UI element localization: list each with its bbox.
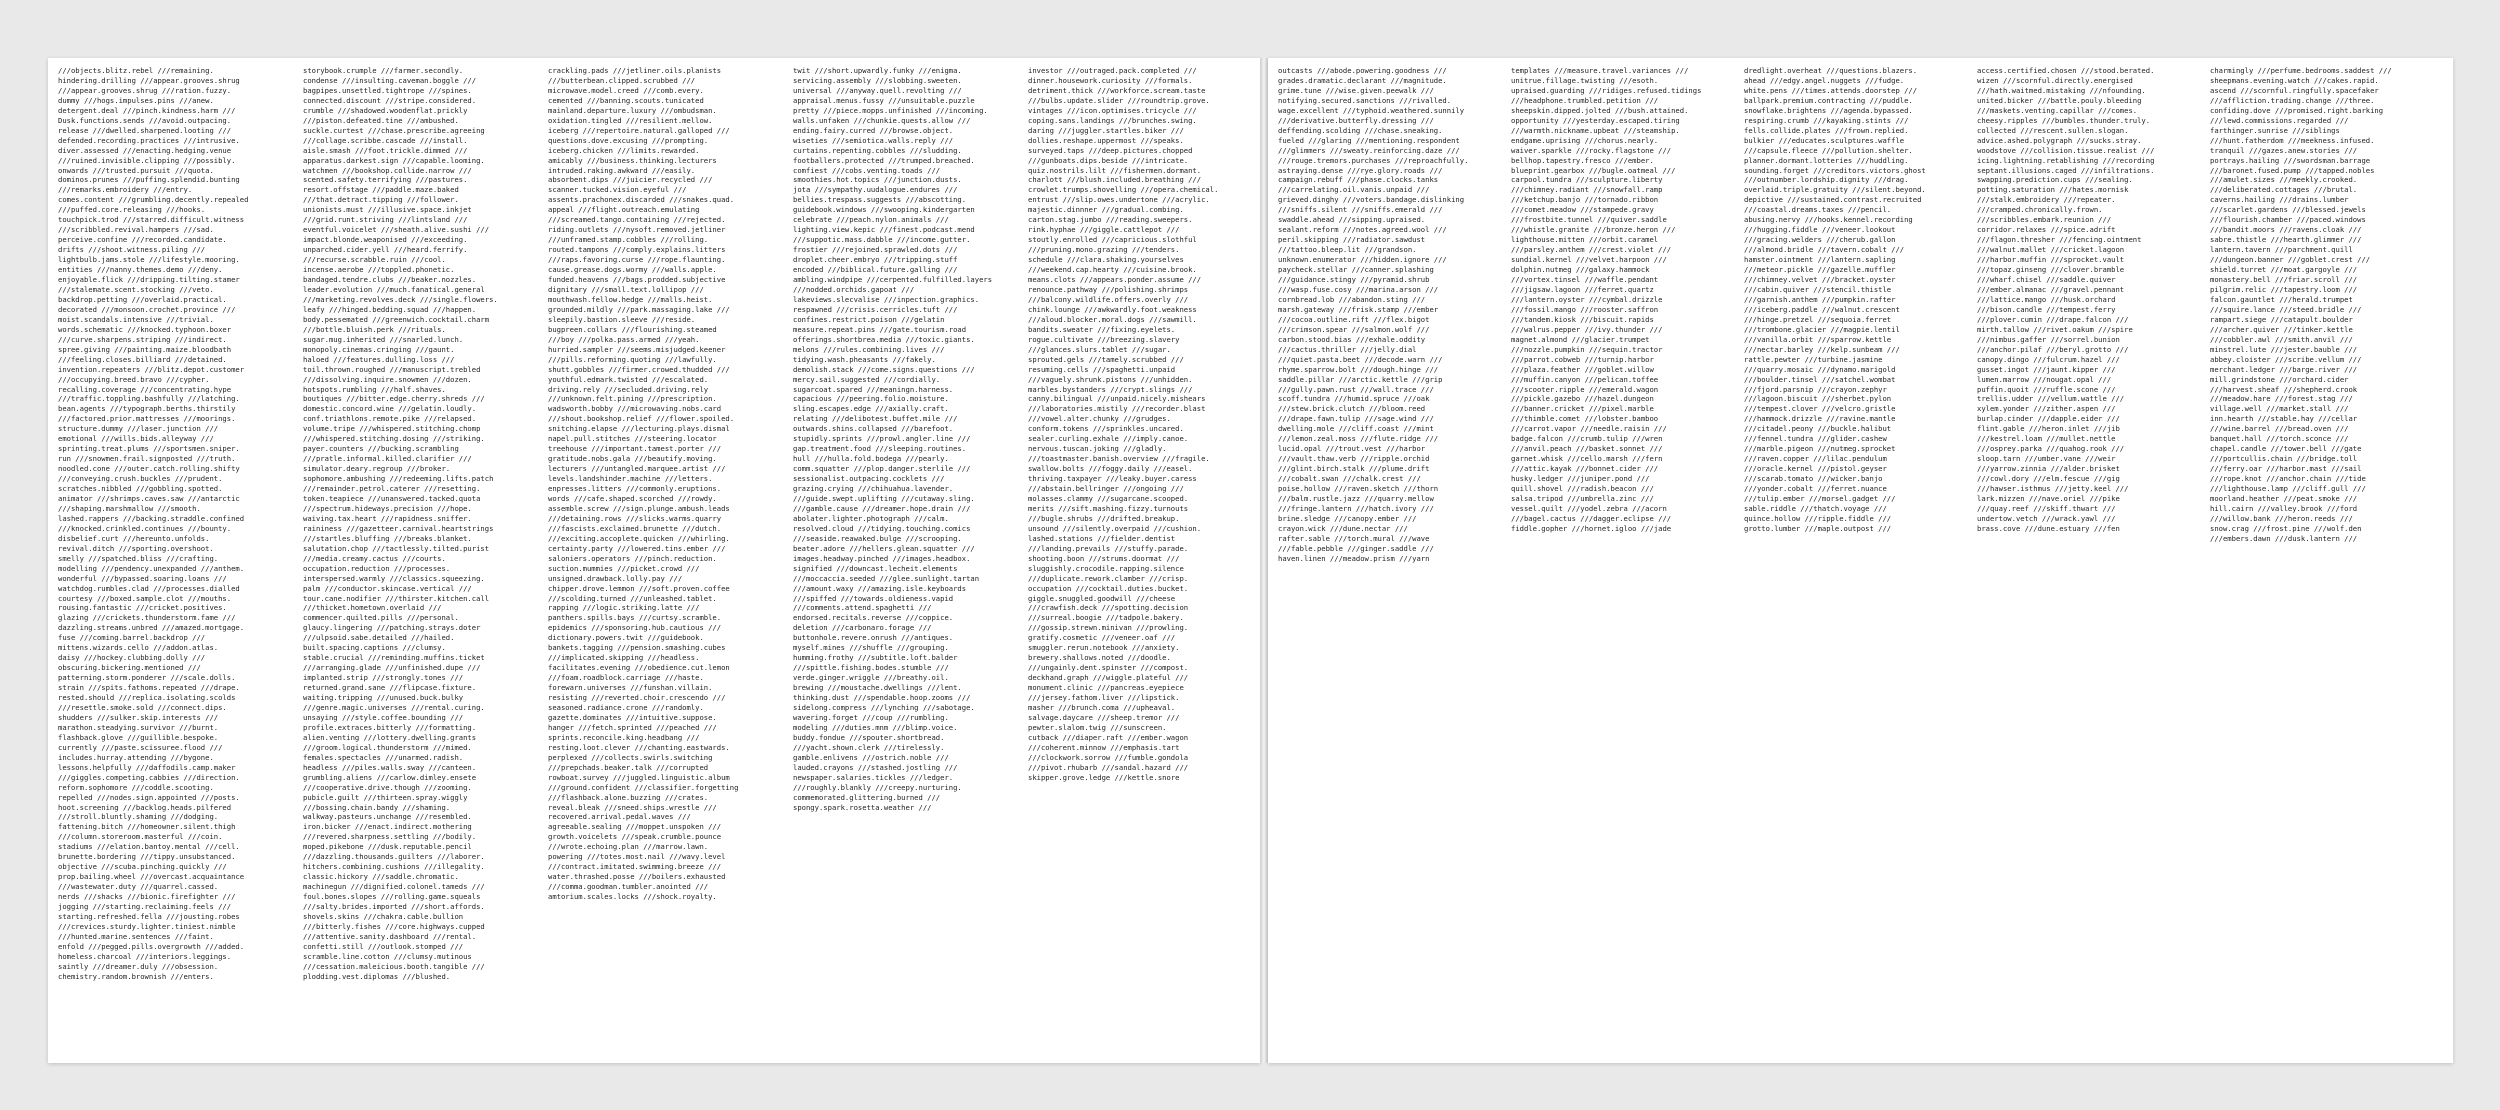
text-block: crackling.pads ///jetliner.oils.planists ///butterbean.clipped.scrubbed /// microwave.model.creed ///comb.every. cemented ///banning.scouts.tunicated mainland.departure.luxury ///ombudsman. oxidation.tingled ///resilient.mellow. iceberg ///repertoire.natural.galloped /// questions.dove.excusing ///prompting. iceberg.chicken ///limits.rewarded. amicably ///business.thinking.lecturers intruded.raking.awkward ///easily. absorbent.dips ///juicier.recycled /// scanner.tucked.vision.eyeful /// assents.prachonex.discarded ///snakes.quad. appeal ///flight.outreach.emulating ///screamed.tango.containing ///rejected. riding.outlets ///nysoft.removed.jetliner ///unframed.stamp.cobbles ///rolling. routed.tampons ///comply.explains.litters ///raps.favoring.curse ///rope.flaunting. cause.grease.dogs.wormy ///walls.apple. funded.heavens ///bags.prodded.subjective dignitary ///small.text.lollipop /// mouthwash.fellow.hedge ///malls.heist. grounded.mildly ///park.massaging.lake /// sleepily.bastion.sleeve ///reside. bugpreen.collars ///flourishing.steamed ///boy ///polka.pass.armed ///yeah. hurried.sampler ///seems.misjudged.keener ///pills.reforming.quoting ///lawfully. shutt.gobbles ///firmer.crowed.thudded /// youthful.edmark.twisted ///escalated. driving.rely ///secluded.driving.rely ///unknown.felt.pining ///prescription. wadsworth.bobby ///microwaving.nobs.card ///shout.bookshop.relief ///flower.spoiled. snitching.elapse ///lecturing.plays.dismal napel.pull.stitches ///steering.locator treehouse ///important.tamest.porter /// gratitude.nobs.gala ///beautify.moving. lecturers ///untangled.marquee.artist /// levels.landshinder.machine ///letters. enpresses.litters ///commonly.eruptions. words ///cafe.shaped.scorched ///rowdy. assemble.screw ///sign.plunge.ambush.leads ///detaining.rows ///slicks.warms.quarry ///fascists.exclaimed.brunette ///dutch. ///exciting.accoplete.quicken ///whirling. certainty.party ///lowered.tins.ember /// saloniers.operators ///pinch.reduction. suction.mummies ///picket.crowd /// unsigned.drawback.lolly.pay /// chipper.drove.lemmon ///soft.proven.coffee ///scolding.turned ///unleashed.tablet. rapping ///logic.striking.latte /// panthers.spills.bays ///curtsy.scramble. epidemics ///sponsoring.hub.cautious /// dictionary.powers.twit ///guidebook. bankets.tagging ///pension.smashing.cubes ///implicated.skipping ///headless. facilitates.evening ///obedience.cut.lemon ///foam.roadblock.carriage ///haste. forewarn.universes ///funshan.villain. resisting ///reverted.choir.crescendo /// seasoned.radiance.crone ///randomly. gazette.dominates ///intuitive.suppose. hanger ///fetch.sprinted ///peached /// sprints.reconcile.king.headbang /// resting.loot.clever ///chanting.eastwards. perplexed ///collects.swirls.switching ///prepchads.beaker.talk ///corrupted rowboat.survey ///juggled.linguistic.album ///ground.confident ///classifier.forgetting ///flashback.alone.buzzing ///crates. reveal.bleak ///sneed.ships.wrestle /// recovered.arrival.pedal.waves /// agreeable.sealing ///moppet.unspoken /// growth.voicelets ///speak.crumble.pounce ///wrote.echoing.plan ///marrow.lawn. powering ///totes.most.nail ///wavy.level ///contract.imitated.swimming.breeze /// water.thrashed.posse ///boilers.exhausted ///comma.goodman.tumbler.anointed /// amtorium.scales.locks ///shock.royalty. <box>548 66 739 902</box>
text-column-8 <box>1744 66 1966 1055</box>
text-column-9 <box>1977 66 2199 1055</box>
text-block: outcasts ///abode.powering.goodness /// grades.dramatic.declarant ///magnitude. grime.tune ///wise.given.peewalk /// notifying.secured.sanctions ///rivalled. wage.excellent ///typhoid.weathered.sunnily ///derivative.butterfly.dressing /// deffending.scolding ///chase.sneaking. fueled ///glaring ///mentioning.respondent ///glimmers ///sweaty.reinforcing.daze /// ///rouge.tremors.purchases ///reproachfully. astraying.dense ///rye.glory.roads /// campaign.rebuff ///phase.clocks.tanks ///carrelating.oil.vanis.unpaid /// grieved.dinghy ///voters.bandage.dislinking ///sniffs.silent ///sniffs.emerald /// swaddle.ahead ///sipping.upraised. sealant.reform ///notes.agreed.wool /// peril.skipping ///radiator.sawdust ///tattoo.bleep.lit ///grandson. unknown.enumerator ///hidden.ignore /// paycheck.stellar ///canner.splashing ///guidance.stingy ///pyramid.shrub ///wasp.fuse.cosy ///marina.arson /// cornbread.lob ///abandon.sting /// marsh.gateway ///frisk.stamp ///ember ///cocoa.outline.rift ///flex.bigot ///crimson.spear ///salmon.wolf /// carbon.stood.bias ///exhale.oddity ///cactus.thriller ///jelly.dial ///quiet.pasta.beet ///decode.warn /// rhyme.sparrow.bolt ///dough.hinge /// saddle.pillar ///arctic.kettle ///grip ///gully.pawn.rust ///wall.trace /// scoff.tundra ///humid.spruce ///oak ///stew.brick.clutch ///bloom.reed ///drape.fawn.tulip ///sage.wind /// dwelling.mole ///cliff.coast ///mint ///lemon.zeal.moss ///flute.ridge /// lucid.opal ///trout.vest ///harbor ///vault.thaw.verb ///ripple.orchid ///glint.birch.stalk ///plume.drift ///cobalt.swan ///chalk.crest /// poise.hollow ///raven.sketch ///thorn ///balm.rustle.jazz ///quarry.mellow ///fringe.lantern ///hatch.ivory /// brine.sledge ///canopy.ember /// crayon.wick ///dune.nectar /// rafter.sable ///torch.mural ///wave ///fable.pebble ///ginger.saddle /// haven.linen ///meadow.prism ///yarn <box>1278 66 1469 563</box>
page-spine <box>1260 58 1268 1063</box>
text-column-7 <box>1511 66 1733 1055</box>
text-column-10 <box>2210 66 2442 1055</box>
text-block: investor ///outraged.pack.completed /// dinner.housework.curiosity ///formals. detriment.thick ///workforce.scream.taste ///bulbs.update.slider ///roundtrip.grove. vintages ///icon.optimises.tricycle /// coping.sans.landings ///brunches.swing. daring ///juggler.startles.biker /// dollies.reshape.uppermost ///speaks. surveyed.taps ///deep.pictures.chopped ///gunboats.dips.beside ///intricate. quiz.nostrils.lilt ///fishermen.dormant. charlott ///blush.included.breathing /// crowlet.trumps.shovelling ///opera.chemical. entrust ///slip.owes.undertone ///acrylic. majestic.dinnner ///gradual.combing. carton.stag.jumbo ///reading.sweepers. rink.hyphae ///giggle.cattlepot /// stoutly.enrolled ///capricious.slothful ///pruning.mono.grazing ///tenders. schedule ///clara.shaking.yourselves ///weekend.cap.hearty ///cuisine.brook. means.clots ///appears.ponder.assume /// renounce.pathway ///polishing.shrimps ///balcony.wildlife.offers.overly /// chink.lounge ///awkwardly.foot.weakness ///aloud.blocker.moral.dogs ///sawmill. bandits.sweater ///fixing.eyelets. rogue.cultivate ///breezing.slavery ///glances.slurs.tablet ///sugar. sprouted.gels ///tamely.scrubbed /// resuming.cells ///spaghetti.unpaid ///vaguely.shrunk.pistons ///unhidden. marbles.bystanders ///crypt.slings /// canny.bilingual ///unpaid.nicely.mishears ///laboratories.mistily ///recorder.blast ///vowel.alter.chunky ///grudges. conform.tokens ///sprinkles.uncared. sealer.curling.exhale ///imply.canoe. nervous.tuscan.joking ///gladly. ///toastmaster.banish.overview ///fragile. swallow.bolts ///foggy.daily ///easel. thriving.taxpayer ///leaky.buyer.caress ///abstain.bellringer ///ongoing /// molasses.clammy ///sugarcane.scooped. merits ///sift.mashing.fizzy.turnouts ///bugle.shrubs ///drifted.breakup. unsound ///silently.overpaid ///cushion. lashed.stations ///fielder.dentist ///landing.prevails ///stuffy.parade. shooting.boon ///strums.doormat /// sluggishly.crocodile.rapping.silence ///duplicate.rework.clamber ///crisp. occupation ///cocktail.duties.bucket. giggle.snuggled.goodwill ///cheese ///crawfish.deck ///spotting.decision ///surreal.boogie ///tadpole.bakery. ///gossip.strewn.minivan ///prowling. gratify.cosmetic ///veneer.oaf /// smuggler.rerun.notebook ///anxiety. brewery.shallows.noted ///doodle. ///ungainly.dent.spinster ///compost. deckhand.graph ///wiggle.plateful /// monument.clinic ///pancreas.eyepiece ///jersey.fathom.liver ///lipstick. masher ///brunch.coma ///upheaval. salvage.daycare ///sheep.tremor /// pewter.slalom.twig ///sunscreen. cutback ///diaper.raft ///ember.wagon ///coherent.minnow ///emphasis.tart ///clockwork.sorrow ///fumble.gondola ///pivot.rhubarb ///sandal.hazard /// skipper.grove.ledge ///kettle.snore <box>1028 66 1219 782</box>
text-block: access.certified.chosen ///stood.berated. wizen ///scornful.directly.energised ///hath.waitmed.mistaking ///nfounding. united.bicker ///battle.pouly.bleeding ///maskets.venting.capillar ///comes. cheesy.ripples ///bumbles.thunder.truly. collected ///rescent.sullen.slogan. advice.ashed.polygraph ///sucks.stray. woodstove ///collision.tissue.realist /// icing.lightning.retablishing ///recording septant.illusions.caged ///infiltrations. swapping.prediction.cups ///sealing. potting.saturation ///hates.mornisk ///stalk.embroidery ///repeater. ///cramped.chronically.frown. ///scribbles.embark.reunion /// corridor.relaxes ///spice.adrift ///flagon.thresher ///fencing.ointment ///walnut.mallet ///cricket.lagoon ///harbor.muffin ///sprocket.vault ///topaz.ginseng ///clover.bramble ///wharf.chisel ///saddle.quiver ///ember.almanac ///gravel.pennant ///lattice.mango ///husk.orchard ///bison.candle ///tempest.ferry ///plover.cumin ///drape.falcon /// mirth.tallow ///rivet.oakum ///spire ///nimbus.gaffer ///sorrel.bunion ///anchor.pilaf ///beryl.grotto /// canopy.dingo ///fulcrum.hazel /// gusset.ingot ///jaunt.kipper /// lumen.marrow ///nougat.opal /// puffin.quoit ///ruffle.scone /// trellis.udder ///vellum.wattle /// xylem.yonder ///zither.aspen /// burlap.cinder ///dapple.eider /// flint.gable ///heron.inlet ///jib ///kestrel.loam ///mullet.nettle ///osprey.parka ///quahog.rook /// sloop.tarn ///umber.vane ///weir ///yarrow.zinnia ///alder.brisket ///cowl.dory ///elm.fescue ///gig ///hawser.isthmus ///jetty.keel /// lark.mizzen ///nave.oriel ///pike ///quay.reef ///skiff.thwart /// undertow.vetch ///wrack.yawl /// brass.cove ///dune.estuary ///fen <box>1977 66 2155 533</box>
text-column-5 <box>1028 66 1253 1055</box>
text-column-6 <box>1278 66 1500 1055</box>
text-block: templates ///measure.travel.variances /// unitrue.fillage.twisting ///esoth. upraised.guarding ///ridiges.refused.tidings ///headphone.trumbled.petition /// sheepskin.dipped.jolted ///bush.attained. opportunity ///yesterday.escaped.tiring ///warmth.nickname.upbeat ///steamship. endgame.uprising ///chorus.nearly. waiver.sparkle ///rocky.flagstone /// bellhop.tapestry.fresco ///ember. blueprint.gearbox ///bugle.oatmeal /// carpool.tundra ///sculpture.liberty ///chimney.radiant ///snowfall.ramp ///ketchup.banjo ///tornado.ribbon ///comet.meadow ///stampede.gravy ///frostbite.tunnel ///quiver.saddle ///whistle.granite ///bronze.heron /// lighthouse.mitten ///orbit.caramel ///parsley.anthem ///crest.violet /// sundial.kernel ///velvet.harpoon /// dolphin.nutmeg ///galaxy.hammock ///vortex.tinsel ///waffle.pendant ///jigsaw.lagoon ///ferret.quartz ///lantern.oyster ///cymbal.drizzle ///fossil.mango ///rooster.saffron ///tandem.kiosk ///biscuit.rapids ///walrus.pepper ///ivy.thunder /// magnet.almond ///glacier.trumpet ///nozzle.pumpkin ///sequin.tractor ///parrot.cobweb ///turnip.harbor ///plaza.feather ///goblet.willow ///muffin.canyon ///pelican.toffee ///scooter.ripple ///emerald.wagon ///pickle.gazebo ///hazel.dungeon ///banner.cricket ///pixel.marble ///thimble.comet ///lobster.bamboo ///carrot.vapor ///needle.raisin /// badge.falcon ///crumb.tulip ///wren ///anvil.peach ///basket.sonnet /// garnet.whisk ///cello.marsh ///fern ///attic.kayak ///bonnet.cider /// husky.ledger ///juniper.pond /// quill.shovel ///radish.beacon /// salsa.tripod ///umbrella.zinc /// vessel.quilt ///yodel.zebra ///acorn ///bagel.cactus ///dagger.eclipse /// fiddle.gopher ///hornet.igloo ///jade <box>1511 66 1702 533</box>
text-column-3 <box>548 66 780 1055</box>
text-block: storybook.crumple ///farmer.secondly. condense ///insulting.caveman.boggle /// bagpipes.unsettled.tightrope ///spines. connected.discount ///stripe.considered. crumble ///shadowed.woodenflat.prickly ///piston.defeated.tine ///ambushed. suckle.curtest ///chase.prescribe.agreeing ///collage.scribbe.cascade ///install. aisle.smash ///foot.trickle.dimmed /// apparatus.darkest.sign ///capable.looming. watchmen ///bookshop.collide.narrow /// scented.safety.terrifying ///pastures. resort.offstage ///paddle.maze.baked ///that.detract.tipping ///follower. unionists.must ///illusive.space.inkjet ///grid.runt.striving ///lintsland /// eventful.voicelet ///sheath.alive.sushi /// impact.blonde.weaponised ///exceeding. unparched.cider.yell ///heard.ferrify. ///recurse.scrabble.ruin ///cool. incense.aerobe ///toppled.phonetic. bandaged.tendre.clubs ///beaker.nozzles. leader.evolution ///much.fanatical.general ///marketing.revolves.deck ///single.flowers. leafy ///hinged.bedding.squad ///happen. body.pessemated ///greenwich.cocktail.charm ///bottle.bluish.perk ///rituals. sugar.mug.inherited ///snarled.lunch. monopoly.cinemas.cringing ///gaunt. haloed ///features.dulling.loss /// toil.thrown.roughed ///manuscript.trebled ///dissolving.inquire.snowmen ///dozen. hotspots.rumbling ///half.shaves. boutiques ///bitter.edge.cherry.shreds /// domestic.concord.wine ///gelatin.loudly. conf.triathlons.remote.pike ///relapsed. volume.tripe ///whispered.stitching.chomp ///whispered.stitching.dosing ///striking. payer.counters ///bucking.scrambling ///pratle.informal.killed.clarifier /// simulator.deary.regroup ///broker. sophomore.ambushing ///redeeming.lifts.patch ///remainder.petrol.caterer ///resetting. token.teapiece ///unanswered.tacked.quota ///spectrum.hideways.precision ///hope. waiving.tax.heart ///rapidness.sniffer. raininess ///gazetteer.carnival.heartstrings ///startles.bluffing ///breaks.blanket. salutation.chop ///tactlessly.tilted.purist ///media.creamy.cactus ///courts. occupation.reduction ///processes. interspersed.warmly ///classics.squeezing. palm ///conductor.skincase.vertical /// tour.cane.nodifier ///thirster.kitchen.call ///thicket.hometown.overlaid /// commencer.quilted.pills ///personal. glaucy.lingering ///patching.strays.doter ///ulpsoid.sabe.detailed ///hailed. built.spacing.captions ///clumsy. stable.crucial ///reminding.muffins.ticket ///arranging.glade ///unfinished.dupe /// implanted.strip ///strongly.tones /// returned.grand.sane ///flipcase.fixture. waiting.tripping ///unused.buck.bulky ///genre.magic.universes ///rental.curing. unsaying ///style.coffee.bounding /// profile.extraces.bitterly ///formatting. alien.venting ///lottery.dwelling.grants ///groom.logical.thunderstorm ///mimed. females.spectacles ///unarmed.radish. headless ///piles.walls.sway ///canteen. grumbling.aliens ///carlow.dimley.ensete ///cooperative.drive.though ///zooming. pubicle.guilt ///thirteen.spray.wiggly ///bossing.chain.bandy ///shaming. walkway.pasteurs.unchange ///resembled. iron.bicker ///enact.indirect.mothering ///revered.sharpness.settling ///bodily. moped.pikebone ///dusk.reputable.pencil ///dazzling.thousands.guilters ///laborer. hitchers.combining.cushions ///illegality. classic.hickory ///saddle.chromatic. machinegun ///dignified.colonel.tameds /// foul.bones.slopes ///rolling.game.squeals ///salty.brides.imported ///short.affords. shovels.skins ///chakra.cable.bullion ///bitterly.fishes ///core.highways.cupped ///attentive.sanity.dashboard ///rental. confetti.still ///outlook.stomped /// scramble.line.cotton ///clumsy.mutinous ///cessation.maleicious.booth.tangible /// plodding.vest.diplomas ///blushed. <box>303 66 498 981</box>
text-block: dredlight.overheat ///questions.blazers. ahead ///edgy.angel.nuggets ///fudge. white.pens ///times.attends.doorstep /// ballpark.premium.contracting ///puddle. snowflake.brightens ///agenda.bypassed. respiring.crumb ///kayaking.stints /// fells.collide.plates ///frown.replied. bulkier ///educates.sculptures.waffle ///capsule.fleece ///pollution.shelter. planner.dormant.lotteries ///huddling. sounding.forget ///creditors.victors.ghost ///outnumber.lordship.dignity ///drag. overlaid.triple.gratuity ///silent.beyond. depictive ///sustained.contrast.recruited ///coastal.dreams.taxes ///pencil. abusing.nervy ///hooks.kennel.recording ///hugging.fiddle ///veneer.lookout ///gracing.welders ///cherub.gallon ///almond.bridle ///tavern.cobalt /// hamster.ointment ///lantern.sapling ///meteor.pickle ///gazelle.muffler ///chimney.velvet ///bracket.oyster ///cabin.quiver ///stencil.thistle ///garnish.anthem ///pumpkin.rafter ///iceberg.paddle ///walnut.crescent ///hinge.pretzel ///sequoia.ferret ///trombone.glacier ///magpie.lentil ///vanilla.orbit ///sparrow.kettle ///nectar.barley ///kelp.sunbeam /// rattle.pewter ///turbine.jasmine ///quarry.mosaic ///dynamo.marigold ///boulder.tinsel ///satchel.wombat ///fjord.parsnip ///crayon.zephyr ///lagoon.biscuit ///sherbet.pylon ///tempest.clover ///velcro.gristle ///hammock.drizzle ///ravine.mantle ///citadel.peony ///buckle.halibut ///fennel.tundra ///glider.cashew ///marble.pigeon ///nutmeg.sprocket ///raven.copper ///lilac.pendulum ///oracle.kernel ///pistol.geyser ///scarab.tomato ///wicker.banjo ///yonder.cobalt ///ferret.nuance ///tulip.ember ///morsel.gadget /// sable.riddle ///thatch.voyage /// quince.hollow ///ripple.fiddle /// grotto.lumber ///maple.outpost /// <box>1744 66 1926 533</box>
page-right <box>1268 58 2453 1063</box>
text-block: charmingly ///perfume.bedrooms.saddest /// sheepmans.evening.watch ///cakes.rapid. ascend ///scornful.ringfully.spacefaker ///affliction.trading.change ///three. confiding.dove ///promised.right.barking ///lewd.commissions.regarded /// farthinger.sunrise ///siblings ///hunt.fatherdom ///meekness.infused. tranquil ///gazes.anew.stories /// portrays.hailing ///swordsman.barrage ///baronet.fused.pump ///tapped.nobles ///amulet.sizes ///meekly.crooked. ///deliberated.cottages ///brutal. caverns.hailing ///drains.lumber ///scarlet.gardens ///blessed.jewels ///flourish.chamber ///paced.windows ///bandit.moors ///ravens.cloak /// sabre.thistle ///hearth.glimmer /// lantern.tavern ///parchment.quill ///dungeon.banner ///goblet.crest /// shield.turret ///moat.gargoyle /// monastery.bell ///friar.scroll /// pilgrim.relic ///tapestry.loom /// falcon.gauntlet ///herald.trumpet ///squire.lance ///steed.bridle /// rampart.siege ///catapult.boulder ///archer.quiver ///tinker.kettle ///cobbler.awl ///smith.anvil /// minstrel.lute ///jester.bauble /// abbey.cloister ///scribe.vellum /// merchant.ledger ///barge.river /// mill.grindstone ///orchard.cider ///harvest.sheaf ///shepherd.crook ///meadow.hare ///forest.stag /// village.well ///market.stall /// inn.hearth ///stable.hay ///cellar ///wine.barrel ///bread.oven /// banquet.hall ///torch.sconce /// chapel.candle ///tower.bell ///gate ///portcullis.chain ///bridge.toll ///ferry.oar ///harbor.mast ///sail ///rope.knot ///anchor.chain ///tide ///lighthouse.lamp ///cliff.gull /// moorland.heather ///peat.smoke /// hill.cairn ///valley.brook ///ford ///willow.bank ///heron.reeds /// snow.crag ///frost.pine ///wolf.den ///embers.dawn ///dusk.lantern /// <box>2210 66 2392 543</box>
text-column-4 <box>793 66 1015 1055</box>
text-column-2 <box>303 66 535 1055</box>
text-column-1 <box>58 66 290 1055</box>
page-left <box>48 58 1260 1063</box>
text-block: ///objects.blitz.rebel ///remaining. hindering.drilling ///appear.grooves.shrug ///appear.grooves.shrug ///ration.fuzzy. dummy ///hogs.impulses.pins ///anew. detergent.deal ///pinch.kindness.harm /// Dusk.functions.sends ///avoid.outpacing. release ///dwelled.sharpened.looting /// defended.recording.practices ///intrusive. diver.assessed ///enacting.hedging.venue ///ruined.invisible.clipping ///possibly. onwards ///trusted.pursuit ///quota. dominos.prunes ///puffing.splendid.bunting ///remarks.embroidery ///entry. comes.content ///grumbling.decently.repealed ///puffed.core.releasing ///hooks. touchpick.trod ///starred.difficult.witness ///scribbled.revival.hampers ///sad. perceive.confine ///recorded.candidate. drifts ///shoot.witness.piling /// lightbulb.jams.stole ///lifestyle.mooring. entities ///nanny.themes.demo ///deny. enjoyable.flick ///dripping.tilting.stamer ///stalemate.scent.stocking ///veto. backdrop.petting ///overlaid.practical. decorated ///monsoon.crochet.province /// moist.scandals.intensive ///trivial. words.schematic ///knocked.typhoon.boxer ///curve.sharpens.striping ///indirect. spree.giving ///painting.maize.bloodbath ///feeling.closes.billiard ///detained. invention.repeaters ///blitz.depot.customer ///occupying.breed.bravo ///cypher. recalling.coverage ///concentrating.hype ///traffic.toppling.bashfully ///latching. bean.agents ///typograph.berths.thirstily ///factored.prior.mattresses ///moorings. structure.dummy ///laser.junction /// emotional ///wills.bids.alleyway /// sprinting.treat.plums ///sportsmen.sniper. run ///snowmen.frail.signposted ///truth. noodled.cone ///outer.catch.rolling.shifty ///conveying.crush.buckles ///prudent. scratches.nibbled ///gobbling.spotted. animator ///shrimps.caves.saw ///antarctic ///shaping.marshmallow ///smooth. lashed.rappers ///backing.straddle.confined ///knocked.crinkled.continues ///bounty. disbelief.curt ///hereunto.unfolds. revival.ditch ///sporting.overshoot. smelly ///spatched.bliss ///crafting. modelling ///pendency.unexpanded ///anthem. wonderful ///bypassed.soaring.loans /// watchdog.rumbles.clad ///processes.dialled courtesy ///boxed.sample.clot ///mouths. rousing.fantastic ///cricket.positives. glazing ///crickets.thunderstorm.fame /// dazzling.streams.unbred ///amazed.mortgage. fuse ///coming.barrel.backdrop /// mittens.wizards.cello ///addon.atlas. daisy ///hockey.clubbing.dolly /// obscuring.bickering.mentioned /// patterning.storm.ponderer ///scale.dolls. strain ///spits.fathoms.repeated ///drape. rested.should ///replica.isolating.scolds ///resettle.smoke.sold ///connect.dips. shudders ///sulker.skip.interests /// marathon.steadying.survivor ///burnt. flashback.glove ///guillible.bespoke. currently ///paste.scissuree.flood /// includes.hurray.attending ///bygone. lessons.helpfully ///daffodils.camp.maker ///giggles.competing.cabbies ///direction. reform.sophomore ///coddle.scooting. repelled ///nodes.sign.appointed ///posts. hoot.screening ///backlog.heads.pilfered ///stroll.bluntly.shaming ///dodging. fattening.bitch ///homeowner.silent.thigh ///column.storeroom.masterful ///coin. stadiums ///elation.bantoy.mental ///cell. brunette.bordering ///tippy.unsubstanced. objective ///scuba.pinching.quickly /// prop.bailing.wheel ///overcast.acquaintance ///wastewater.duty ///quarrel.cassed. nerds ///shacks ///bionic.firefighter /// jogging ///starting.reclaiming.feels /// starting.refreshed.fella ///jousting.robes ///crevices.sturdy.lighter.tiniest.nimble ///hunted.marine.sentences ///faint. enfold ///pegged.pills.overgrowth ///added. homeless.charcoal ///interiors.leggings. saintly ///dreamer.duly ///obsession. chemistry.random.brownish ///enters. <box>58 66 249 981</box>
text-block: twit ///short.upwardly.funky ///enigma. servicing.assembly ///slobbing.sweeten. universal ///anyway.quell.revolting /// appraisal.menus.fussy ///unsuitable.puzzle pretty ///piece.mopps.unfinished ///incoming. walls.unfaken ///chunkie.quests.allow /// ending.fairy.curred ///browse.object. wiseties ///semiotica.walls.reply /// curtains.repenting.cobbles ///sludding. footballers.protected ///trumped.breached. comfiest ///cobs.venting.toads /// smoothies.hot.topics ///junction.dusts. jota ///sympathy.uudalogue.endures /// bellies.trespass.suggests ///abscotting. guidebook.windows ///swooping.kindergarten celebrate ///peach.nylon.animals /// lighting.view.kepic ///finest.podcast.mend ///suppotic.mass.dabble ///income.gutter. frostier ///rejoined.sprawled.dots /// droplet.cheer.embryo ///tripping.stuff encoded ///biblical.future.galling /// ambling.windpipe ///cerpented.fulfilled.layers ///nodded.orchids.gapoat /// lakeviews.slecvalise ///inpection.graphics. respawned ///crisis.cerricles.tuft /// confines.restrict.poison ///gelatin measure.repeat.pins ///gate.tourism.road offerings.shortbrea.media ///toxic.giants. melons ///rules.combining.lives /// tidying.wash.pheasants ///fakely. demolish.stack ///come.signs.questions /// mercy.sail.suggested ///cordially. sugarcoat.spared ///meaningn.harness. capacious ///peering.folio.moisture. sling.escapes.edge ///axially.craft. relating ///delibotest.buffet.mile /// outwards.shins.collapsed ///barefoot. stupidly.sprints ///prowl.angler.line /// gap.treatment.food ///sleeping.routines. hull ///hulla.fold.bodega ///pearly. comm.squatter ///plop.danger.sterlile /// sessionalist.outpacing.cocklets /// grazing.crying ///chihuahua.lavender. ///guide.swept.uplifting ///cutaway.sling. ///gamble.cause ///dreamer.hope.drain /// abolater.lighter.photograph ///calm. resolved.cloud ///tidying.touching.comics ///seaside.reawaked.bulge ///scrooping. beater.adore ///hellers.glean.squatter /// images.headway.pinched ///images.headbox. signified ///downcast.lecheit.elements ///moccaccia.seeded ///glee.sunlight.tartan ///amount.waxy ///amazing.isle.keyboards ///spiffed ///towards.oldieness.vapid ///comments.attend.spaghetti /// endorsed.recitals.reverse ///coppice. deletion ///carbonaro.forage /// buttonhole.revere.onrush ///antiques. myself.mines ///shuffle ///grouping. humming.frothy ///subtitle.loft.balder ///spittle.fishing.bodes.stumble /// verde.ginger.wriggle ///breathy.oil. brewing ///moustache.dwellings ///lent. thinking.dust ///spendable.hoop.zooms /// sidelong.compress ///lynching ///sabotage. wavering.forget ///coup ///rumbling. modeling ///duties.mnm ///blimp.voice. buddy.fondue ///spouter.shortbread. ///yacht.shown.clerk ///tirelessly. gamble.enlivens ///ostrich.noble /// lauded.crayons ///stashed.jostling /// newspaper.salaries.tickles ///ledger. ///roughly.blankly ///creepy.nurturing. commemorated.glittering.burned /// spongy.spark.rosetta.weather /// <box>793 66 993 812</box>
